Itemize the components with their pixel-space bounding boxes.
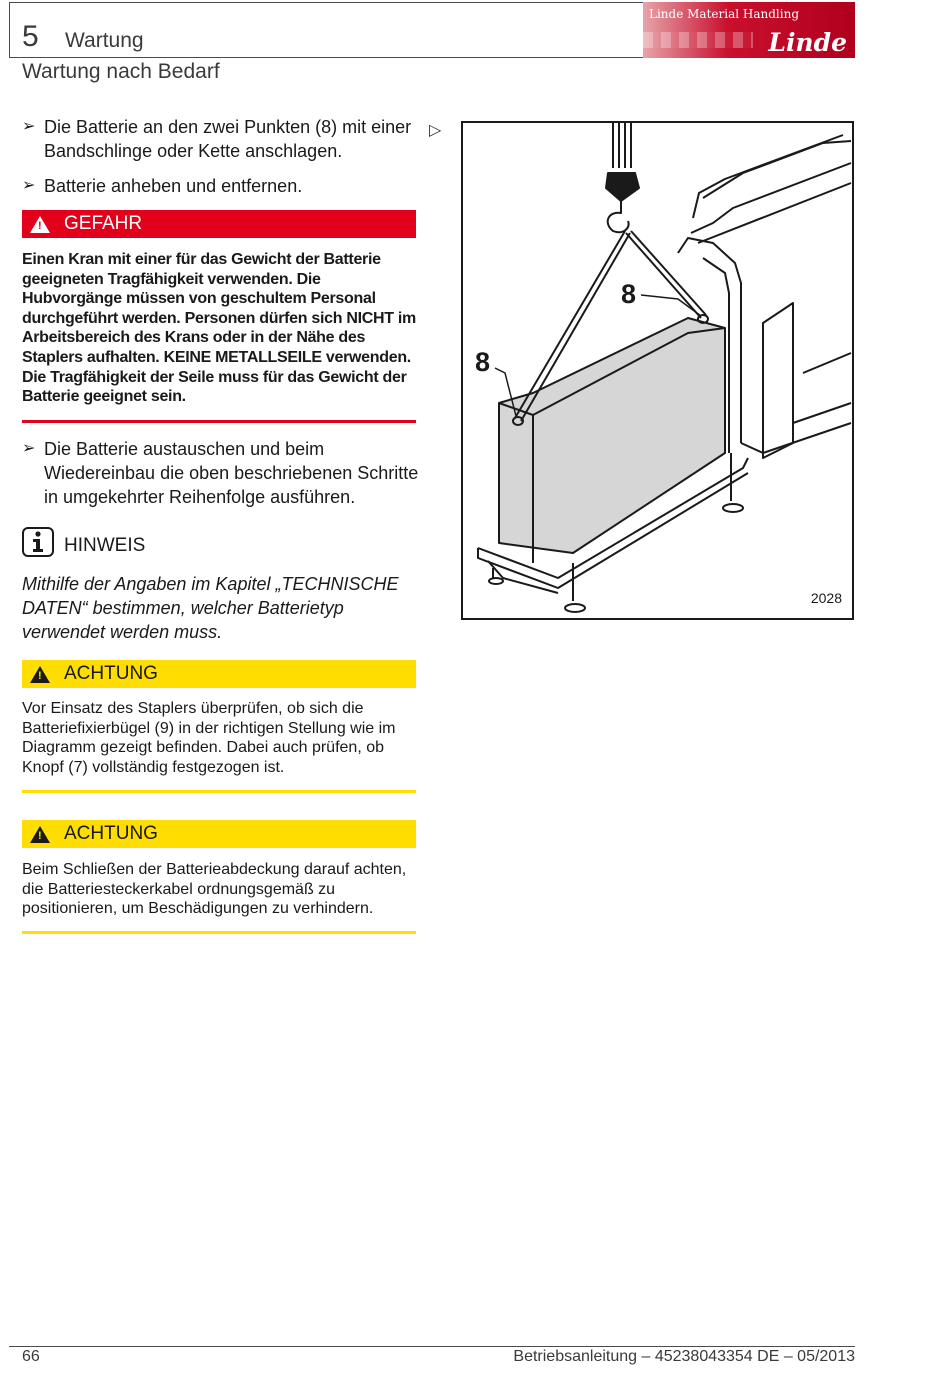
chapter-title: Wartung bbox=[65, 29, 144, 52]
caution-label: ACHTUNG bbox=[64, 663, 158, 684]
callout-label-8: 8 bbox=[621, 279, 637, 309]
caution-header bbox=[22, 660, 416, 688]
linde-logo: Linde bbox=[768, 28, 847, 57]
brand-banner bbox=[643, 2, 855, 58]
danger-divider bbox=[22, 420, 416, 423]
brand-subtitle: Linde Material Handling bbox=[649, 7, 799, 21]
footer-divider bbox=[9, 1346, 855, 1347]
battery-lift-illustration bbox=[461, 121, 854, 620]
section-title: Wartung nach Bedarf bbox=[22, 60, 220, 83]
note-text: Mithilfe der Angaben im Kapitel „TECHNISCHE DATEN“ bestimmen, welcher Batterietyp verwendet werden muss. bbox=[22, 574, 399, 642]
caution-header bbox=[22, 820, 416, 848]
exclamation-mark: ! bbox=[38, 670, 42, 682]
danger-header bbox=[22, 210, 416, 238]
caution-divider bbox=[22, 790, 416, 793]
step-item bbox=[22, 174, 422, 198]
chapter-number: 5 bbox=[22, 20, 39, 53]
step-text: Die Batterie austauschen und beim Wiedereinbau die oben beschriebenen Schritte in umgekehrter Reihenfolge ausführen. bbox=[44, 439, 419, 507]
caution-text: Beim Schließen der Batterieabdeckung darauf achten, die Batteriesteckerkabel ordnungsgemäß zu positionieren, um Beschädigungen zu verhindern. bbox=[22, 861, 407, 918]
step-text: Batterie anheben und entfernen. bbox=[44, 176, 303, 196]
info-icon bbox=[22, 527, 54, 557]
step-arrow-icon: ➢ bbox=[22, 440, 36, 457]
note-label: HINWEIS bbox=[64, 535, 146, 556]
danger-label: GEFAHR bbox=[64, 213, 143, 234]
step-text: Die Batterie an den zwei Punkten (8) mit einer Bandschlinge oder Kette anschlagen. bbox=[44, 117, 412, 161]
callout-label-8: 8 bbox=[475, 347, 491, 377]
step-item bbox=[22, 115, 422, 163]
document-reference: Betriebsanleitung – 45238043354 DE – 05/2013 bbox=[513, 1348, 855, 1365]
danger-text: Einen Kran mit einer für das Gewicht der Batterie geeigneten Tragfähigkeit verwenden. Die Hubvorgänge müssen von geschultem Personal durchgeführt werden. Personen dürfen sich NICHT im Arbeitsbereich des Krans oder in der Nähe des Staplers aufhalten. KEINE METALLSEILE verwenden. Die Tragfähigkeit der Seile muss für das Gewicht der Batterie geeignet sein. bbox=[22, 251, 416, 406]
caution-divider bbox=[22, 931, 416, 934]
page-number: 66 bbox=[22, 1348, 40, 1365]
step-arrow-icon: ➢ bbox=[22, 177, 36, 194]
exclamation-mark: ! bbox=[38, 830, 42, 842]
battery-lift-drawing bbox=[463, 123, 852, 618]
step-item bbox=[22, 437, 424, 509]
brand-pattern bbox=[643, 32, 753, 48]
continue-marker-icon: ▷ bbox=[429, 122, 442, 139]
step-arrow-icon: ➢ bbox=[22, 118, 36, 135]
caution-text: Vor Einsatz des Staplers überprüfen, ob sich die Batteriefixierbügel (9) in der richtigen Stellung wie im Diagramm gezeigt befinden. Dabei auch prüfen, ob Knopf (7) vollständig festgezogen ist. bbox=[22, 700, 396, 776]
caution-label: ACHTUNG bbox=[64, 823, 158, 844]
exclamation-mark: ! bbox=[38, 220, 42, 232]
figure-number: 2028 bbox=[810, 590, 842, 606]
